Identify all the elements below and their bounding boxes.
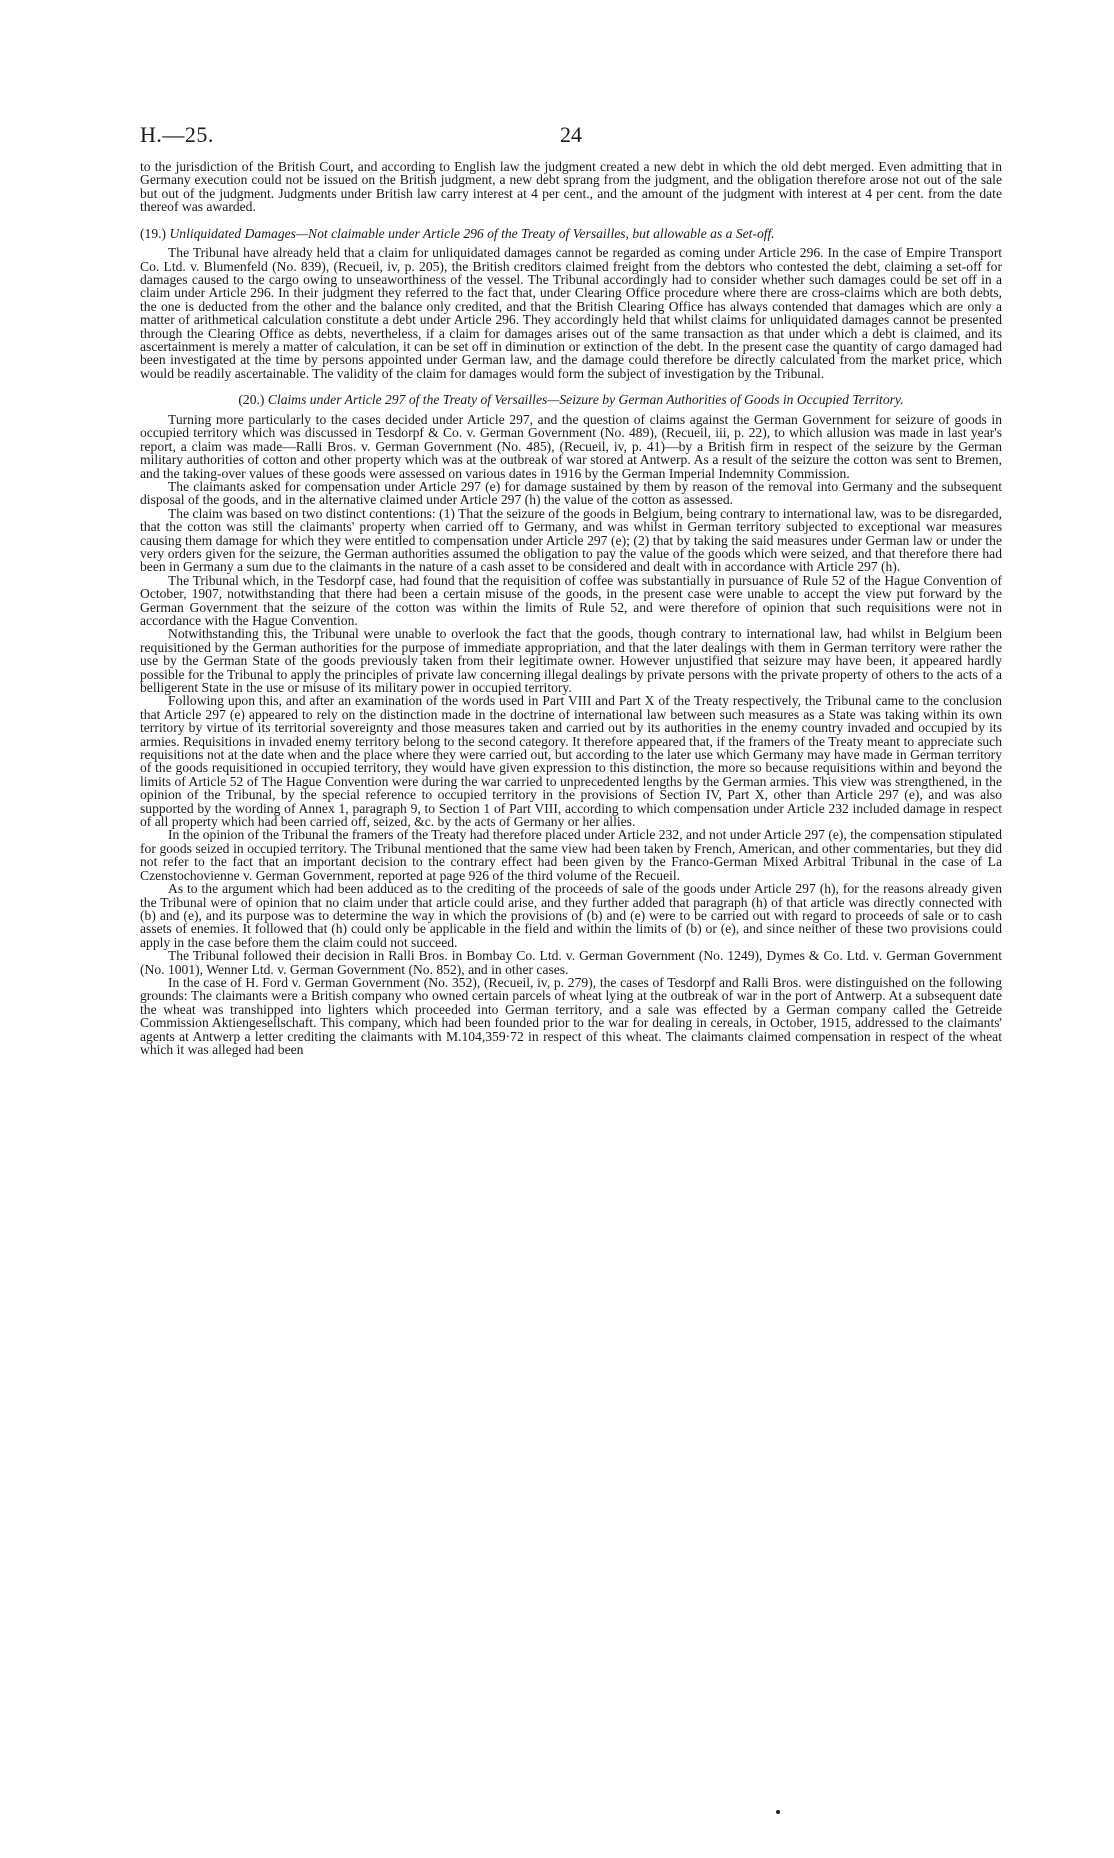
- paragraph: The claim was based on two distinct contentions: (1) That the seizure of the goods in Belgium, being contrary to international law, was to be disregarded, that the cotton was still the claimants' property when carried off to Germany, and was whilst in German territory subjected to exceptional war measures causing them damage for which they were entitled to compensation under Article 297 (e); (2) that by taking the said measures under German law or under the very orders given for the seizure, the German authorities assumed the obligation to pay the value of the goods which were seized, and that therefore there had been in Germany a sum due to the claimants in the nature of a cash asset to be considered and dealt with in accordance with Article 297 (h).: [140, 505, 1002, 575]
- paragraph: Notwithstanding this, the Tribunal were unable to overlook the fact that the goods, though contrary to international law, had whilst in Belgium been requisitioned by the German authorities for the purpose of immediate appropriation, and that the later dealings with them in German territory were rather the use by the German State of the goods previously taken from their legitimate owner. However unjustified that seizure may have been, it appeared hardly possible for the Tribunal to apply the principles of private law concerning illegal dealings by private persons with the private property of others to the acts of a belligerent State in the use or misuse of its military power in occupied territory.: [140, 626, 1002, 695]
- paragraph: In the opinion of the Tribunal the framers of the Treaty had therefore placed under Article 232, and not under Article 297 (e), the compensation stipulated for goods seized in occupied territory. The Tribunal mentioned that the same view had been taken by French, American, and other commentaries, but they did not refer to the fact that an important decision to the contrary effect had been given by the Franco-German Mixed Arbitral Tribunal in the case of La Czenstochovienne v. German Government, reported at page 926 of the third volume of the Recueil.: [140, 827, 1002, 883]
- page-mark: [776, 1810, 780, 1814]
- paragraph: The claimants asked for compensation under Article 297 (e) for damage sustained by them by reason of the removal into Germany and the subsequent disposal of the goods, and in the alternative claimed under Article 297 (h) the value of the cotton as assessed.: [140, 478, 1002, 508]
- paragraph: Turning more particularly to the cases decided under Article 297, and the question of claims against the German Government for seizure of goods in occupied territory which was discussed in Tesdorpf & Co. v. German Government (No. 489), (Recueil, iii, p. 22), to which allusion was made in last year's report, a claim was made—Ralli Bros. v. German Government (No. 485), (Recueil, iv, p. 41)—by a British firm in respect of the seizure by the German military authorities of cotton and other property which was at the outbreak of war stored at Antwerp. As a result of the seizure the cotton was sent to Bremen, and the taking-over values of these goods were assessed on various dates in 1916 by the German Imperial Indemnity Commission.: [140, 411, 1002, 481]
- paragraph: The Tribunal followed their decision in Ralli Bros. in Bombay Co. Ltd. v. German Government (No. 1249), Dymes & Co. Ltd. v. German Government (No. 1001), Wenner Ltd. v. German Government (No. 852), and in other cases.: [140, 948, 1002, 977]
- section-heading-20: [140, 393, 1002, 407]
- paragraph: In the case of H. Ford v. German Government (No. 352), (Recueil, iv, p. 279), the cases of Tesdorpf and Ralli Bros. were distinguished on the following grounds: The claimants were a British company who owned certain parcels of wheat lying at the outbreak of war in the port of Antwerp. At a subsequent date the wheat was transhipped into lighters which proceeded into German territory, and a sale was effected by a German company called the Getreide Commission Aktiengesellschaft. This company, which had been founded prior to the war for dealing in cereals, in October, 1915, addressed to the claimants' agents at Antwerp a letter crediting the claimants with M.104,359·72 in respect of this wheat. The claimants claimed compensation in respect of the wheat which it was alleged had been: [140, 974, 1002, 1057]
- paragraph: Following upon this, and after an examination of the words used in Part VIII and Part X of the Treaty respectively, the Tribunal came to the conclusion that Article 297 (e) appeared to rely on the distinction made in the doctrine of international law between such measures as a State was taking within its own territory by virtue of its territorial sovereignty and those measures taken and carried out by its authorities in the enemy country invaded and occupied by its armies. Requisitions in invaded enemy territory belong to the second category. It therefore appeared that, if the framers of the Treaty meant to appreciate such requisitions not at the date when and the place where they were carried out, but according to the later use which Germany may have made in German territory of the goods requisitioned in occupied territory, they would have given expression to this distinction, the more so because requisitions within and beyond the limits of Article 52 of The Hague Convention were during the war carried to unprecedented lengths by the German armies. This view was strengthened, in the opinion of the Tribunal, by the special reference to occupied territory in the provisions of Section IV, Part X, other than Article 297 (e), and was also supported by the wording of Annex 1, paragraph 9, to Section 1 of Part VIII, according to which compensation under Article 232 included damage in respect of all property which had been carried off, seized, &c. by the acts of Germany or her allies.: [140, 693, 1002, 830]
- section-number: (19.): [140, 225, 167, 241]
- section-title: Claims under Article 297 of the Treaty of Versailles—Seizure by German Authorities of Goods in Occupied Territory.: [267, 392, 904, 408]
- section-title: Unliquidated Damages—Not claimable under Article 296 of the Treaty of Versailles, but allowable as a Set-off.: [169, 225, 775, 241]
- paragraph: As to the argument which had been adduced as to the crediting of the proceeds of sale of the goods under Article 297 (h), for the reasons already given the Tribunal were of opinion that no claim under that article could arise, and they further added that paragraph (h) of that article was directly connected with (b) and (e), and its purpose was to determine the way in which the provisions of (b) and (e) were to be carried out with regard to proceeds of sale or to cash assets of enemies. It followed that (h) could only be applicable in the field and within the limits of (b) or (e), and since neither of these two provisions could apply in the case before them the claim could not succeed.: [140, 881, 1002, 950]
- paragraph: The Tribunal have already held that a claim for unliquidated damages cannot be regarded as coming under Article 296. In the case of Empire Transport Co. Ltd. v. Blumenfeld (No. 839), (Recueil, iv, p. 205), the British creditors claimed freight from the debtors who contested the debt, claiming a set-off for damages caused to the cargo owing to unseaworthiness of the vessel. The Tribunal accordingly had to consider whether such damages could be set off in a claim under Article 296. In their judgment they referred to the fact that, under Clearing Office procedure where there are cross-claims which are both debts, the one is deducted from the other and the balance only credited, and that the British Clearing Office has always contended that damages which are only a matter of arithmetical calculation constitute a debt under Article 296. They accordingly held that whilst claims for unliquidated damages cannot be presented through the Clearing Office as debts, nevertheless, if a claim for damages arises out of the same transaction as that under which a debt is claimed, and its ascertainment is merely a matter of calculation, it can be set off in diminution or extinction of the debt. In the present case the quantity of cargo damaged had been investigated at the time by persons appointed under German law, and the damage could therefore be directly calculated from the market price, which would be readily ascertainable. The validity of the claim for damages would form the subject of investigation by the Tribunal.: [140, 245, 1002, 381]
- section-number: (20.): [238, 392, 265, 408]
- running-head: [140, 122, 990, 152]
- document-reference: H.—25.: [140, 122, 214, 147]
- paragraph: The Tribunal which, in the Tesdorpf case, had found that the requisition of coffee was substantially in pursuance of Rule 52 of the Hague Convention of October, 1907, notwithstanding that there had been a certain misuse of the goods, in the present case were unable to accept the view put forward by the German Government that the seizure of the cotton was within the limits of Rule 52, and were therefore of opinion that such requisitions were not in accordance with the Hague Convention.: [140, 572, 1002, 628]
- paragraph-continuation: to the jurisdiction of the British Court, and according to English law the judgment created a new debt in which the old debt merged. Even admitting that in Germany execution could not be issued on the British judgment, a new debt sprang from the judgment, and the obligation therefore arose not out of the sale but out of the judgment. Judgments under British law carry interest at 4 per cent., and the amount of the judgment with interest at 4 per cent. from the date thereof was awarded.: [140, 159, 1002, 215]
- page-number: 24: [560, 122, 582, 147]
- section-heading-19: [140, 227, 1002, 241]
- body-text: [140, 160, 1002, 1056]
